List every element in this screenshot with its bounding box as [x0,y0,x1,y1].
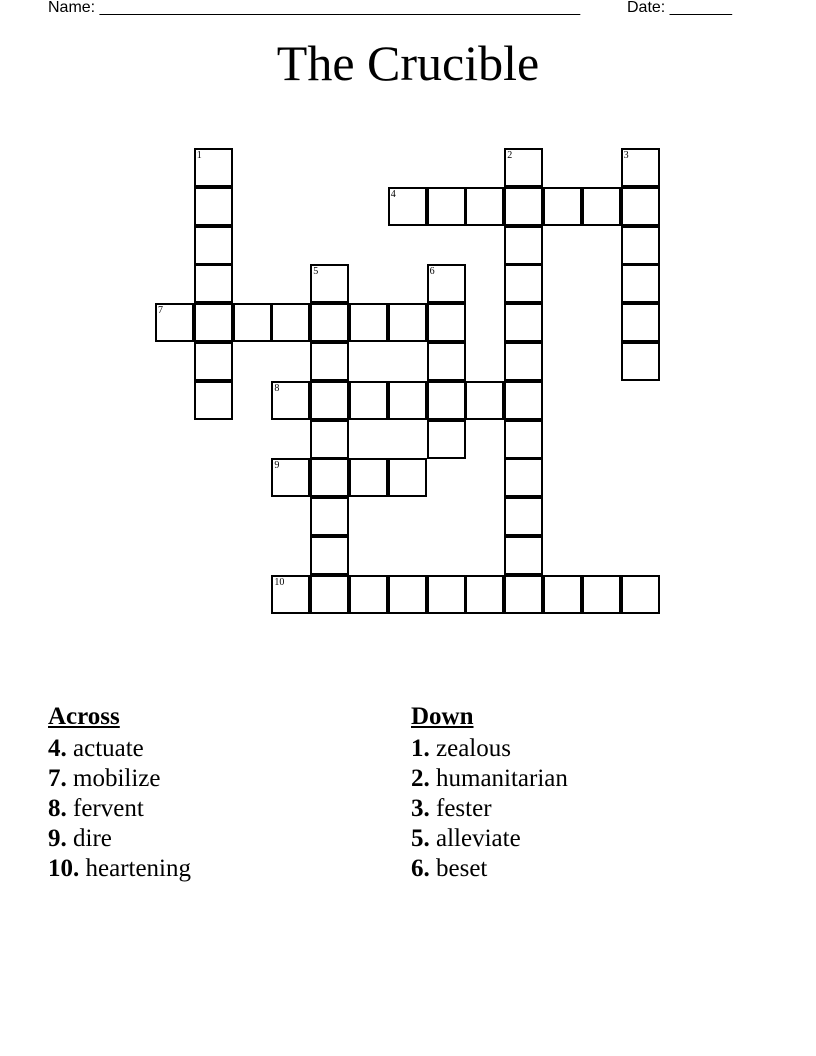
down-heading: Down [411,703,474,730]
cell-number: 2 [507,150,513,161]
cell-number: 7 [158,305,163,317]
crossword-cell[interactable] [465,187,504,226]
crossword-cell[interactable] [349,381,388,420]
crossword-cell[interactable] [194,226,233,265]
crossword-cell[interactable] [504,226,543,265]
crossword-cell[interactable] [465,575,504,614]
across-clues [48,702,191,884]
crossword-cell[interactable] [310,342,349,381]
down-clue [411,734,568,764]
down-clue [411,794,568,824]
crossword-cell[interactable] [427,575,466,614]
clue-text: alleviate [436,825,521,852]
crossword-cell[interactable] [427,264,466,303]
crossword-cell[interactable] [194,264,233,303]
crossword-cell[interactable] [504,264,543,303]
crossword-cell[interactable] [582,187,621,226]
crossword-cell[interactable] [621,148,660,187]
clue-number: 9. [48,825,67,852]
clue-number: 7. [48,765,67,792]
crossword-cell[interactable] [543,575,582,614]
clue-text: heartening [85,855,192,882]
crossword-cell[interactable] [194,342,233,381]
crossword-cell[interactable] [388,458,427,497]
clue-text: dire [73,825,112,852]
crossword-cell[interactable] [349,458,388,497]
clue-text: fester [436,795,492,822]
across-clue [48,824,191,854]
cell-number: 10 [274,576,285,588]
crossword-cell[interactable] [388,381,427,420]
clue-number: 5. [411,825,430,852]
clue-number: 10. [48,855,80,882]
crossword-cell[interactable] [310,575,349,614]
cell-number: 1 [196,150,202,161]
crossword-cell[interactable] [504,187,543,226]
crossword-cell[interactable] [621,303,660,342]
crossword-cell[interactable] [310,264,349,303]
crossword-cell[interactable] [310,303,349,342]
down-clue [411,764,568,794]
crossword-cell[interactable] [504,458,543,497]
crossword-cell[interactable] [504,536,543,575]
clue-number: 4. [48,735,67,762]
crossword-cell[interactable] [194,303,233,342]
crossword-cell[interactable] [271,458,310,497]
across-clue [48,854,191,884]
clue-number: 2. [411,765,430,792]
cell-number: 5 [313,266,319,278]
across-clue [48,794,191,824]
crossword-cell[interactable] [310,497,349,536]
crossword-cell[interactable] [504,342,543,381]
crossword-cell[interactable] [310,536,349,575]
clue-number: 3. [411,795,430,822]
crossword-cell[interactable] [155,303,194,342]
crossword-cell[interactable] [621,187,660,226]
crossword-cell[interactable] [621,575,660,614]
down-clue [411,854,568,884]
cell-number: 4 [390,188,396,200]
cell-number: 3 [623,150,629,161]
clue-number: 1. [411,735,430,762]
crossword-cell[interactable] [194,148,233,187]
crossword-cell[interactable] [427,303,466,342]
crossword-cell[interactable] [427,187,466,226]
crossword-cell[interactable] [427,381,466,420]
name-field-label[interactable]: Name: ______________________________________________________ [48,0,581,16]
clue-text: mobilize [73,765,161,792]
cell-number: 8 [274,382,280,394]
crossword-cell[interactable] [388,187,427,226]
crossword-cell[interactable] [621,264,660,303]
crossword-cell[interactable] [621,342,660,381]
crossword-cell[interactable] [621,226,660,265]
crossword-cell[interactable] [271,381,310,420]
crossword-cell[interactable] [310,381,349,420]
crossword-cell[interactable] [543,187,582,226]
crossword-cell[interactable] [233,303,272,342]
crossword-cell[interactable] [504,303,543,342]
crossword-cell[interactable] [271,575,310,614]
crossword-cell[interactable] [427,342,466,381]
crossword-cell[interactable] [388,575,427,614]
clue-number: 8. [48,795,67,822]
crossword-cell[interactable] [504,497,543,536]
across-heading: Across [48,703,120,730]
crossword-cell[interactable] [310,458,349,497]
clue-text: beset [436,855,488,882]
cell-number: 6 [429,266,435,278]
crossword-cell[interactable] [504,575,543,614]
date-field-label[interactable]: Date: _______ [627,0,732,16]
crossword-cell[interactable] [271,303,310,342]
clue-number: 6. [411,855,430,882]
crossword-cell[interactable] [427,420,466,459]
clue-text: actuate [73,735,144,762]
page-title: The Crucible [276,35,540,91]
crossword-cell[interactable] [349,575,388,614]
crossword-cell[interactable] [504,420,543,459]
crossword-cell[interactable] [504,381,543,420]
crossword-cell[interactable] [194,187,233,226]
crossword-cell[interactable] [465,381,504,420]
across-clue [48,764,191,794]
across-clue [48,734,191,764]
down-clue [411,824,568,854]
crossword-cell[interactable] [194,381,233,420]
cell-number: 9 [274,460,280,472]
crossword-cell[interactable] [349,303,388,342]
crossword-cell[interactable] [504,148,543,187]
clue-text: zealous [436,735,511,762]
crossword-cell[interactable] [310,420,349,459]
clue-text: humanitarian [436,765,568,792]
down-clues [411,702,568,884]
crossword-cell[interactable] [388,303,427,342]
clue-text: fervent [73,795,144,822]
crossword-cell[interactable] [582,575,621,614]
